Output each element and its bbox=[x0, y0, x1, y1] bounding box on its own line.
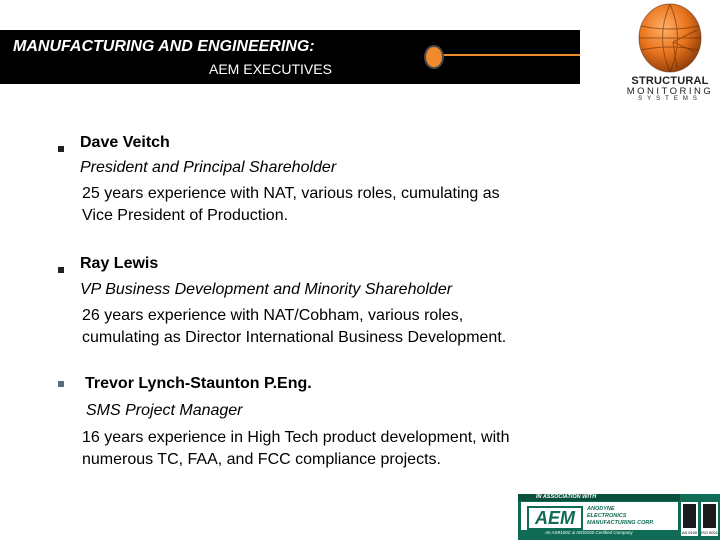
header-banner bbox=[0, 30, 580, 84]
executive-role: SMS Project Manager bbox=[86, 402, 243, 419]
aem-association-logo bbox=[518, 494, 720, 540]
badge-mark bbox=[703, 504, 716, 528]
executive-description-line: numerous TC, FAA, and FCC compliance projects. bbox=[82, 451, 441, 468]
aem-company-name bbox=[587, 506, 677, 527]
bullet-icon bbox=[58, 146, 64, 152]
executive-description-line: 16 years experience in High Tech product development, with bbox=[82, 429, 510, 446]
aem-company-line: ANODYNE bbox=[587, 506, 615, 512]
logo-text-structural: STRUCTURAL bbox=[631, 75, 709, 87]
badge-label: ISO 9001 bbox=[701, 530, 718, 535]
banner-accent-dot bbox=[424, 45, 444, 69]
aem-company-line: ELECTRONICS bbox=[587, 513, 627, 519]
executive-role: VP Business Development and Minority Shareholder bbox=[80, 281, 453, 298]
executive-name: Dave Veitch bbox=[80, 134, 170, 151]
bullet-icon bbox=[58, 267, 64, 273]
badge-label: AS 9100 bbox=[681, 530, 698, 535]
executive-description-line: Vice President of Production. bbox=[82, 207, 289, 224]
badge-mark bbox=[683, 504, 696, 528]
logo-text-monitoring: MONITORING bbox=[626, 86, 714, 97]
logo-text-systems: SYSTEMS bbox=[638, 96, 702, 102]
aem-association-header: IN ASSOCIATION WITH bbox=[518, 494, 680, 501]
executive-name: Ray Lewis bbox=[80, 255, 159, 272]
executive-role: President and Principal Shareholder bbox=[80, 159, 337, 176]
aem-certification-note: An AS9100C & ISO9100 Certified Company bbox=[521, 530, 678, 536]
sms-logo bbox=[620, 2, 720, 106]
banner-accent-line bbox=[436, 54, 580, 56]
iso9001-badge-icon bbox=[701, 502, 718, 536]
executive-description-line: cumulating as Director International Business Development. bbox=[82, 329, 507, 346]
executive-description-line: 26 years experience with NAT/Cobham, various roles, bbox=[82, 307, 464, 324]
executive-name: Trevor Lynch-Staunton P.Eng. bbox=[85, 375, 312, 392]
aem-company-line: MANUFACTURING CORP. bbox=[587, 520, 654, 526]
aem-logo-mark: AEM bbox=[527, 506, 583, 530]
page-subtitle: AEM EXECUTIVES bbox=[209, 61, 332, 77]
as9100-badge-icon bbox=[681, 502, 698, 536]
aem-logo-panel bbox=[521, 502, 678, 536]
executive-description-line: 25 years experience with NAT, various roles, cumulating as bbox=[82, 185, 500, 202]
bullet-icon bbox=[58, 381, 64, 387]
page-title: MANUFACTURING AND ENGINEERING: bbox=[13, 38, 315, 55]
globe-icon bbox=[637, 2, 703, 74]
